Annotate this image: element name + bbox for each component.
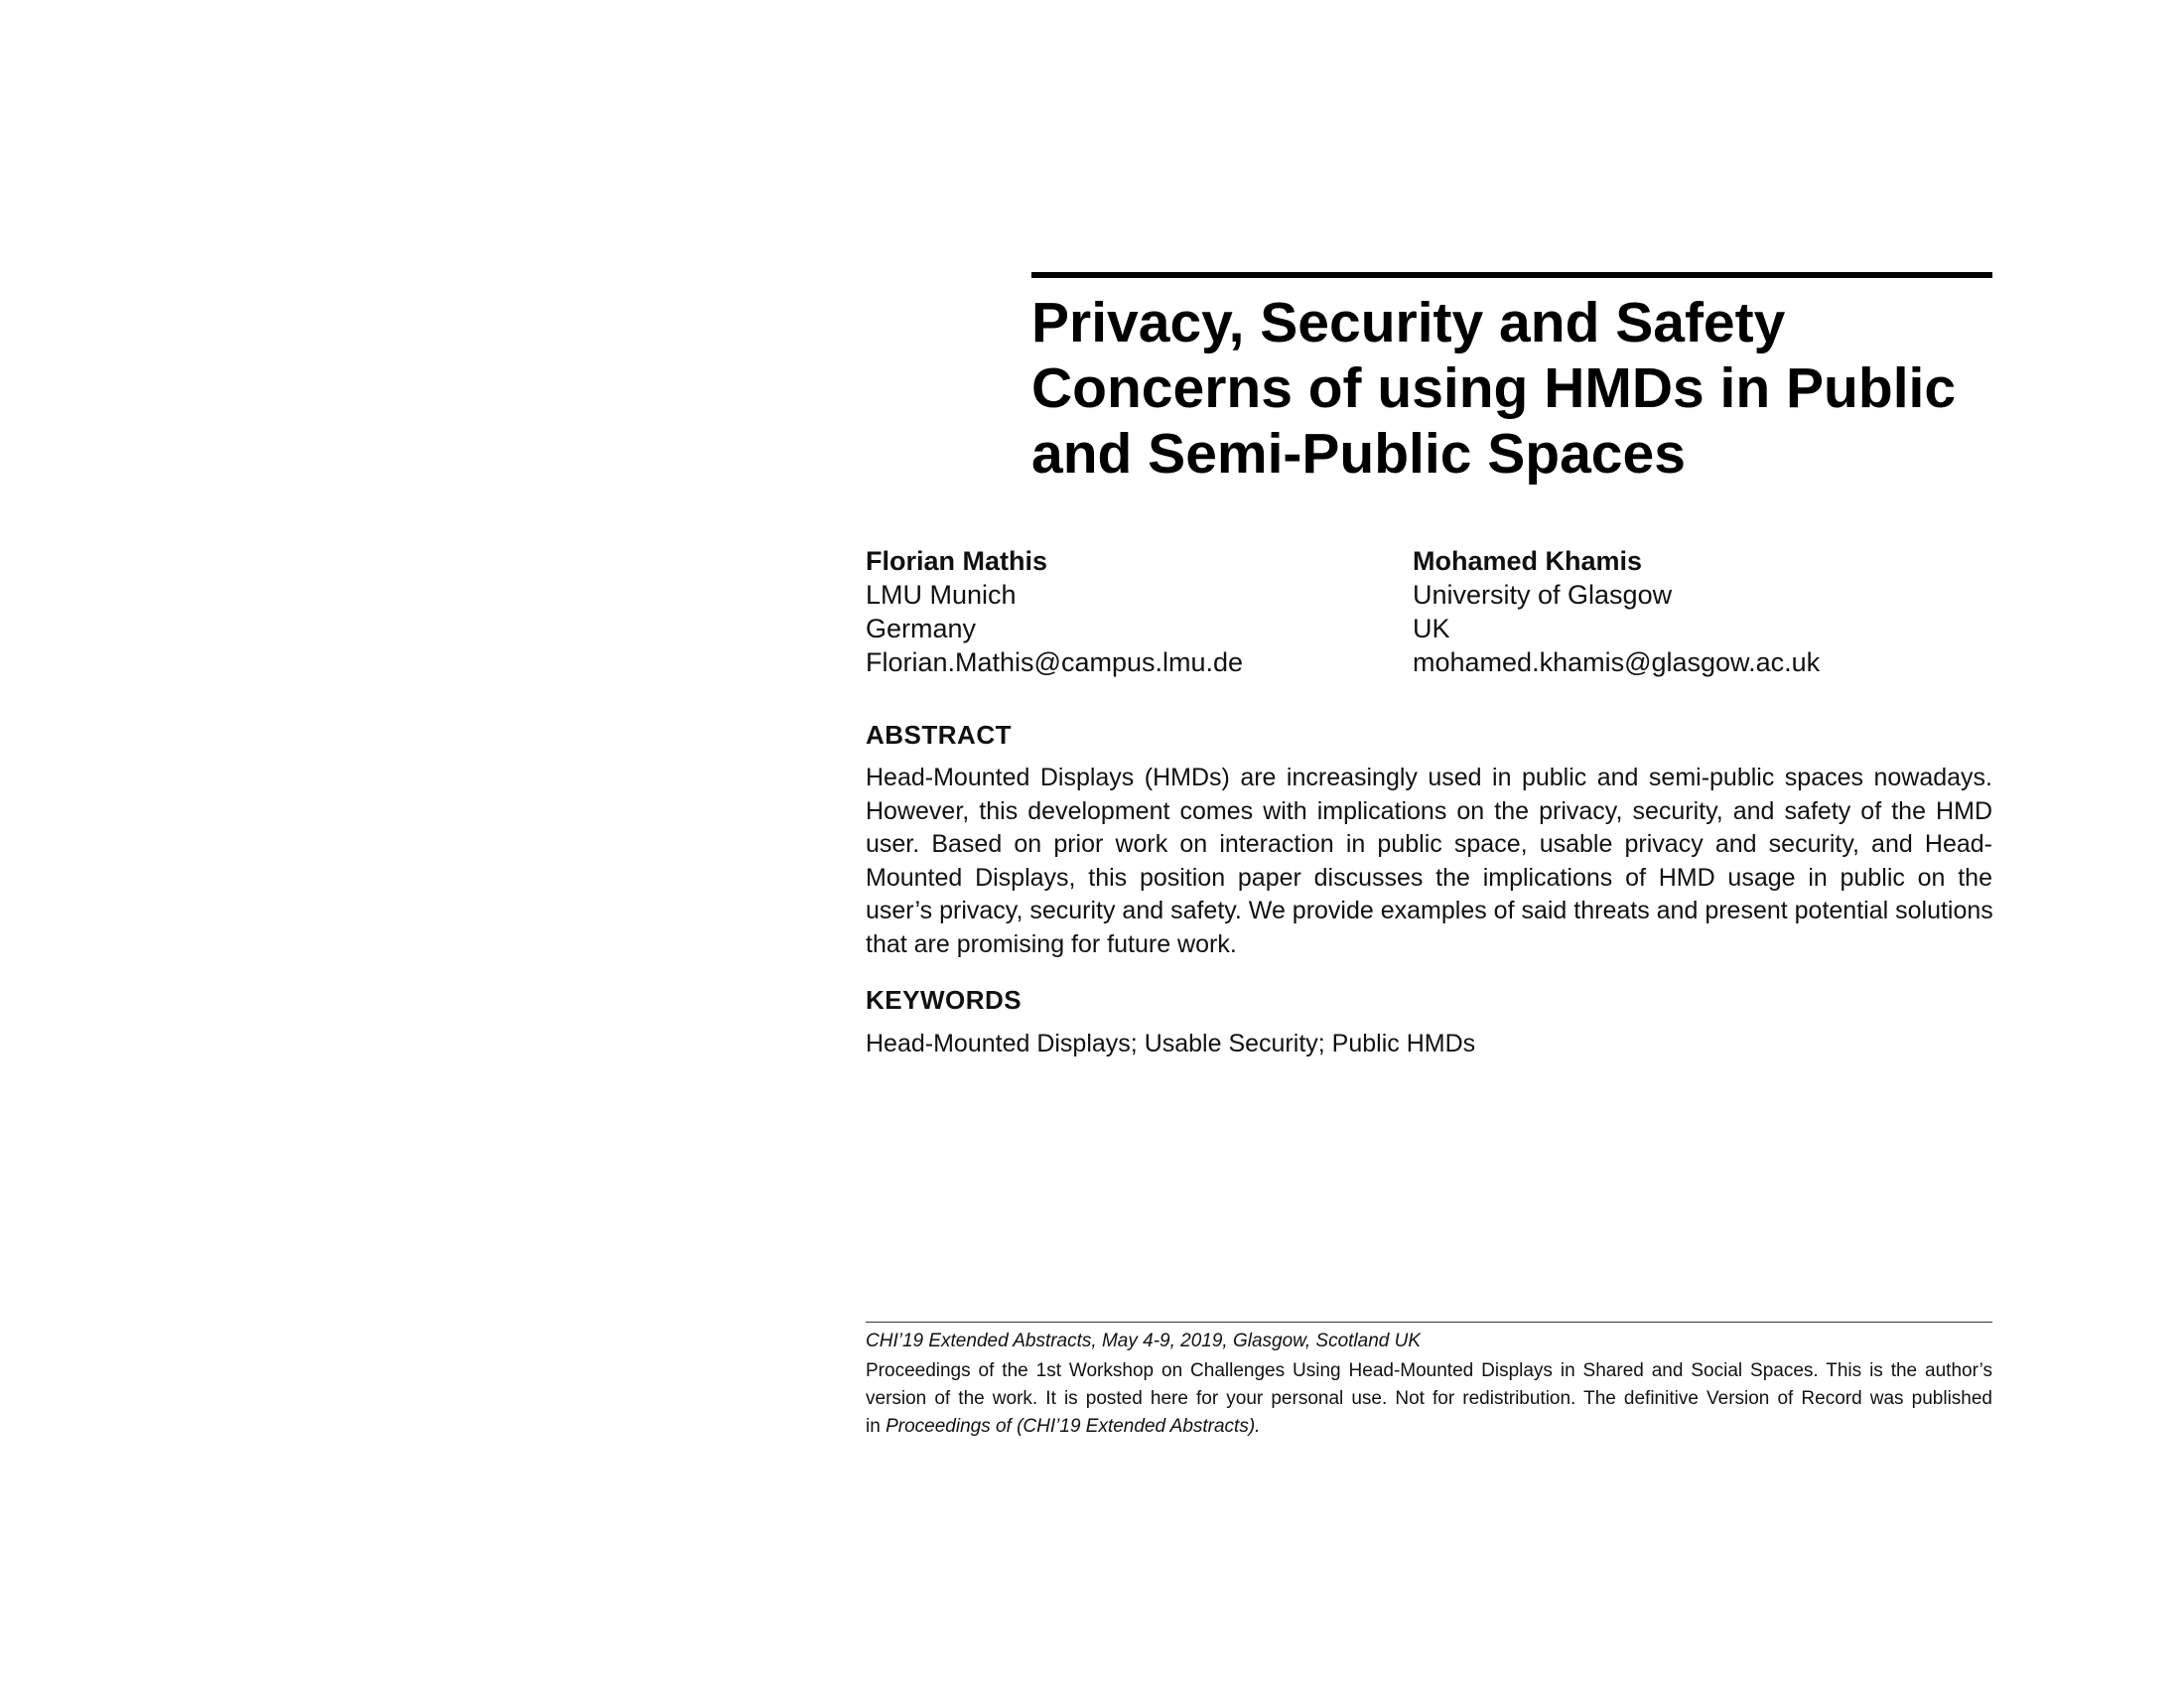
author-name: Mohamed Khamis <box>1413 546 1643 576</box>
author-email[interactable]: mohamed.khamis@glasgow.ac.uk <box>1413 647 1821 677</box>
abstract-line: user’s privacy, security and safety. We provide examples of said threats and present potential solutions <box>866 897 1993 924</box>
abstract-line: However, this development comes with implications on the privacy, security, and safety of the HMD <box>866 796 1992 825</box>
author-name: Florian Mathis <box>866 546 1048 576</box>
abstract-line: that are promising for future work. <box>866 929 1237 958</box>
footnote-line: version of the work. It is posted here for your personal use. Not for redistribution. The definitive Version of Record was published <box>866 1388 1992 1409</box>
title-rule <box>1031 272 1992 278</box>
title-line: Concerns of using HMDs in Public <box>1031 356 1957 420</box>
author-block <box>1413 544 1820 679</box>
author-block <box>866 544 1243 679</box>
footnote-line: Proceedings of the 1st Workshop on Challenges Using Head-Mounted Displays in Shared and Social Spaces. This is the author’s <box>866 1360 1992 1381</box>
abstract-line: user. Based on prior work on interaction in public space, usable privacy and security, and Head- <box>866 830 1992 858</box>
abstract-line: Mounted Displays, this position paper discusses the implications of HMD usage in public on the <box>866 863 1992 892</box>
abstract-line: Head-Mounted Displays (HMDs) are increasingly used in public and semi-public spaces nowadays. <box>866 764 1992 791</box>
footnote-rule <box>866 1322 1992 1323</box>
title-line: and Semi-Public Spaces <box>1031 422 1686 486</box>
footnote-line <box>866 1413 1992 1441</box>
footnote-venue: CHI’19 Extended Abstracts, May 4-9, 2019, Glasgow, Scotland UK <box>866 1331 1422 1351</box>
abstract-heading: ABSTRACT <box>866 720 1012 750</box>
footnote-prefix: in <box>866 1416 881 1437</box>
author-country: UK <box>1413 614 1450 643</box>
keywords-text: Head-Mounted Displays; Usable Security; Public HMDs <box>866 1030 1476 1057</box>
keywords-heading: KEYWORDS <box>866 985 1023 1015</box>
title-line: Privacy, Security and Safety <box>1031 291 1786 354</box>
abstract-text <box>866 762 1992 961</box>
footnote-proceedings: Proceedings of (CHI’19 Extended Abstracts). <box>886 1416 1261 1437</box>
author-affiliation: LMU Munich <box>866 580 1017 610</box>
author-country: Germany <box>866 614 977 643</box>
footnote-text <box>866 1357 1992 1441</box>
author-affiliation: University of Glasgow <box>1413 580 1673 610</box>
author-email[interactable]: Florian.Mathis@campus.lmu.de <box>866 647 1244 677</box>
paper-title <box>1031 290 1992 487</box>
